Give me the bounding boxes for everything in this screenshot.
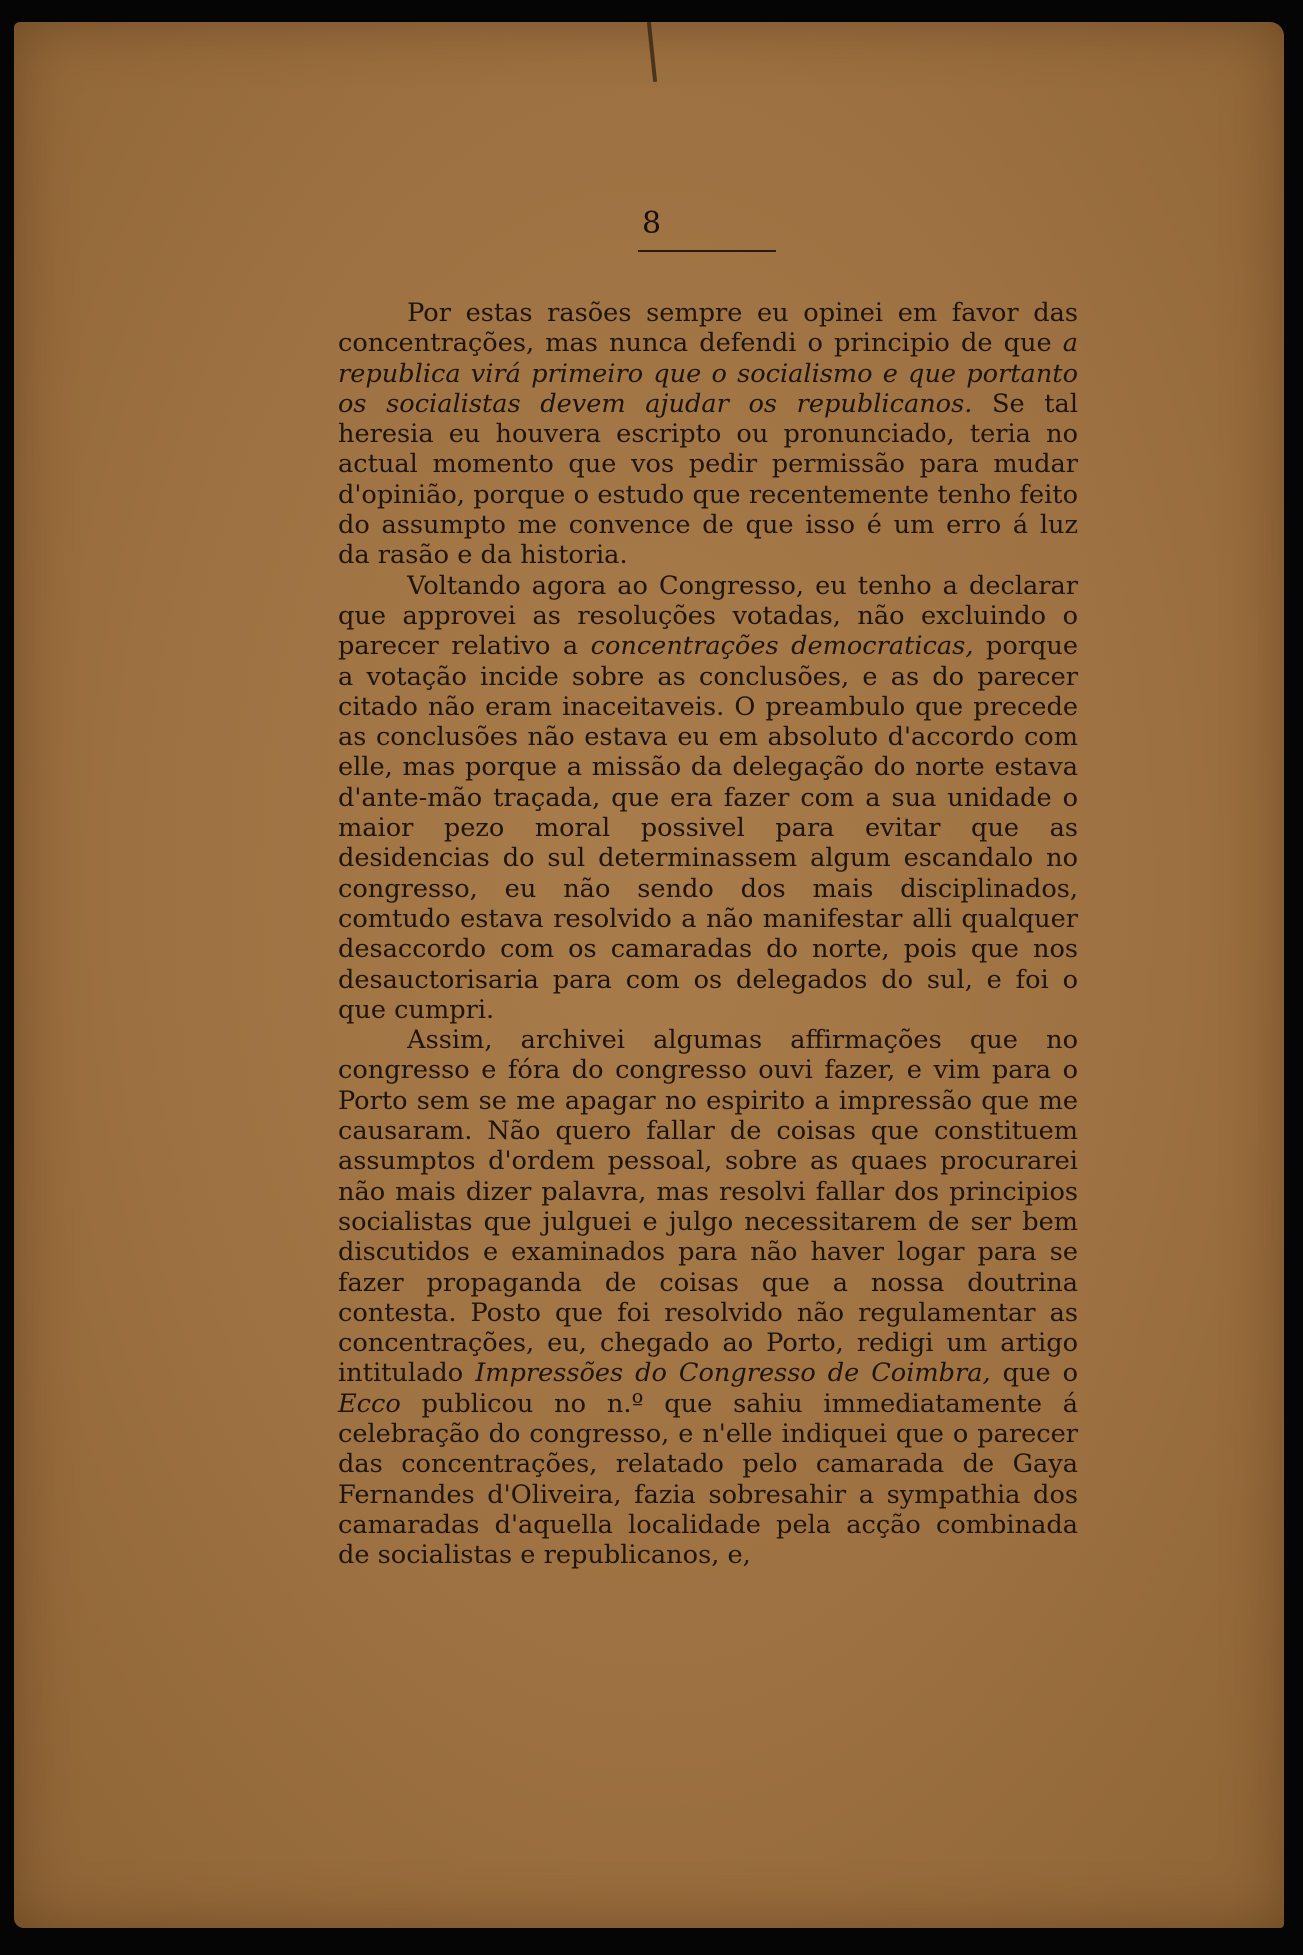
italic-run: Ecco bbox=[338, 1388, 401, 1419]
text-run: que o bbox=[990, 1358, 1079, 1389]
italic-run: concentrações democraticas, bbox=[590, 631, 974, 662]
paragraph bbox=[338, 298, 1078, 571]
italic-run: a republica virá primeiro que o socialismo e que portanto os socialistas devem ajudar os republicanos. bbox=[338, 328, 1078, 419]
text-run: Voltando agora ao Congresso, eu tenho a declarar que approvei as resoluções votadas, não excluindo o parecer relativo a bbox=[338, 570, 1078, 662]
paragraph bbox=[338, 571, 1078, 1025]
paragraph bbox=[338, 1025, 1078, 1570]
header-rule bbox=[638, 250, 776, 252]
body-text bbox=[338, 298, 1078, 1570]
text-run: publicou no n.º que sahiu immediatamente á celebração do congresso, e n'elle indiquei que o parecer das concentrações, relatado pelo camarada de Gaya Fernandes d'Oliveira, fazia sobresahir a sympathia dos camaradas d'aquella localidade pela acção combinada de socialistas e republicanos, e, bbox=[338, 1388, 1078, 1571]
italic-run: Impressões do Congresso de Coimbra, bbox=[475, 1358, 991, 1389]
text-run: Se tal heresia eu houvera escripto ou pronunciado, teria no actual momento que vos pedir permissão para mudar d'opinião, porque o estudo que recentemente tenho feito do assumpto me convence de que isso é um erro á luz da rasão e da historia. bbox=[338, 388, 1079, 571]
text-run: Por estas rasões sempre eu opinei em favor das concentrações, mas nunca defendi o principio de que bbox=[338, 298, 1078, 359]
text-run: Assim, archivei algumas affirmações que no congresso e fóra do congresso ouvi fazer, e vim para o Porto sem se me apagar no espirito a impressão que me causaram. Não quero fallar de coisas que constituem assumptos d'ordem pessoal, sobre as quaes procurarei não mais dizer palavra, mas resolvi fallar dos principios socialistas que julguei e julgo necessitarem de ser bem discutidos e examinados para não haver logar para se fazer propaganda de coisas que a nossa doutrina contesta. Posto que foi resolvido não regulamentar as concentrações, eu, chegado ao Porto, redigi um artigo intitulado bbox=[338, 1025, 1078, 1389]
text-run: porque a votação incide sobre as conclusões, e as do parecer citado não eram inaceitaveis. O preambulo que precede as conclusões não estava eu em absoluto d'accordo com elle, mas porque a missão da delegação do norte estava d'ante-mão traçada, que era fazer com a sua unidade o maior pezo moral possivel para evitar que as desidencias do sul determinassem algum escandalo no congresso, eu não sendo dos mais disciplinados, comtudo estava resolvido a não manifestar alli qualquer desaccordo com os camaradas do norte, pois que nos desauctorisaria para com os delegados do sul, e foi o que cumpri. bbox=[338, 631, 1078, 1025]
page-number: 8 bbox=[641, 206, 662, 241]
